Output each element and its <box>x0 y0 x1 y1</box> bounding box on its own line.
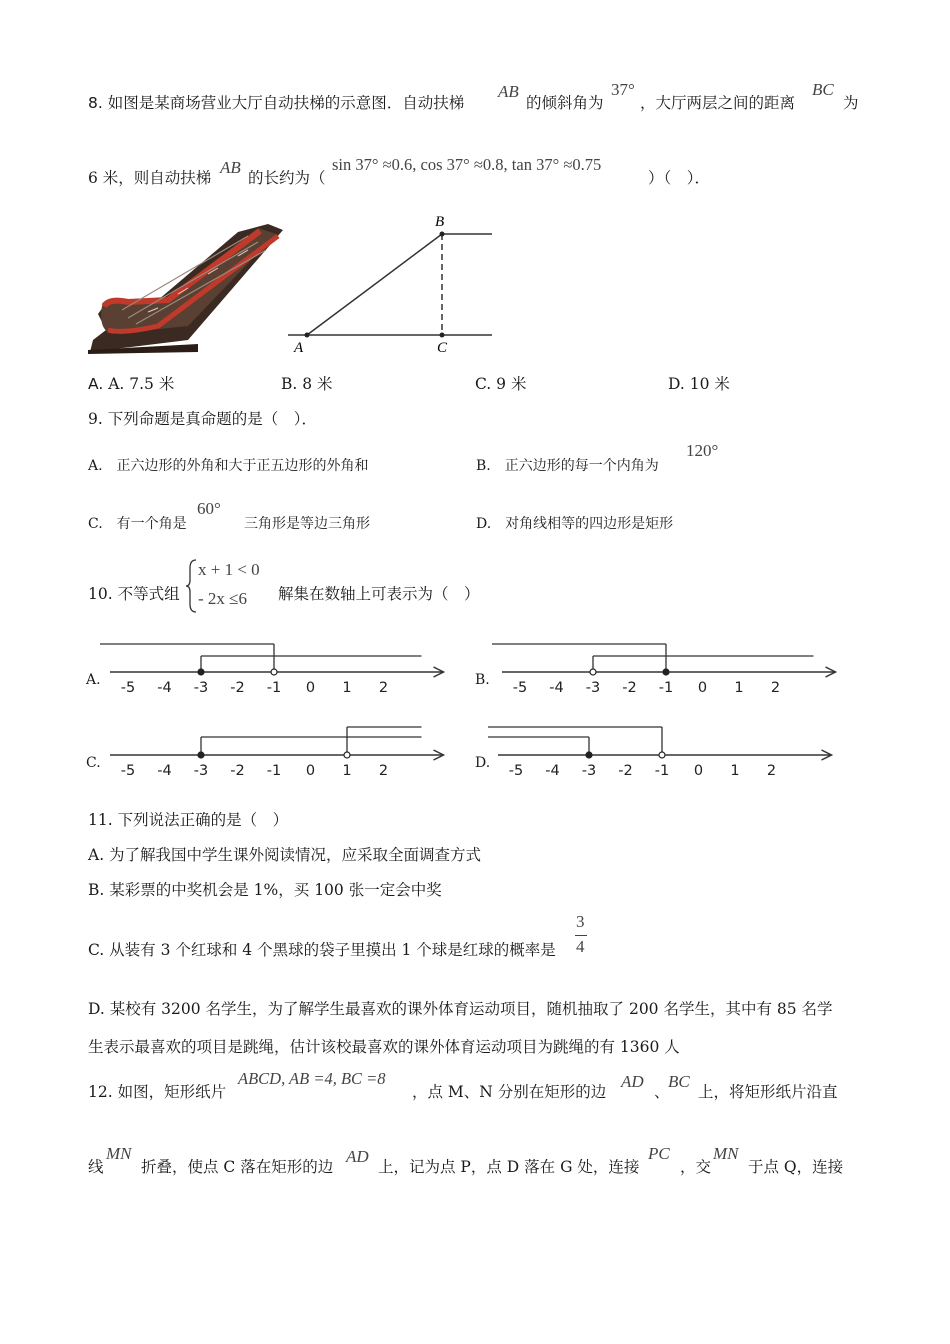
q12-var-pc: PC <box>648 1144 670 1163</box>
tick-label-c-7: 2 <box>378 763 389 779</box>
q8-option-c[interactable]: C. 9 米 <box>475 375 527 393</box>
q12-text-3: 上，将矩形纸片沿直 <box>698 1083 838 1101</box>
tick-label-b-0: -5 <box>512 680 528 696</box>
tick-label-b-7: 2 <box>770 680 781 696</box>
q11-option-c[interactable]: C. 从装有 3 个红球和 4 个黑球的袋子里摸出 1 个球是红球的概率是 <box>88 941 556 959</box>
tick-label-a-7: 2 <box>378 680 389 696</box>
tick-label-d-6: 1 <box>730 763 740 779</box>
q12-text-1: 12. 如图，矩形纸片 <box>88 1083 227 1101</box>
tick-label-c-6: 1 <box>342 763 352 779</box>
q12-text-7: ，交 <box>680 1158 712 1176</box>
q9-option-b[interactable]: B. 正六边形的每一个内角为 <box>476 458 659 474</box>
tick-label-a-0: -5 <box>120 680 136 696</box>
q8-option-a[interactable]: A. A. 7.5 米 <box>88 375 175 393</box>
fraction-numerator: 3 <box>576 912 585 931</box>
tick-label-a-1: -4 <box>157 680 172 696</box>
tick-label-d-1: -4 <box>545 763 560 779</box>
q11-option-d-line1[interactable]: D. 某校有 3200 名学生，为了解学生最喜欢的课外体育运动项目，随机抽取了 200 名学生，其中有 85 名学 <box>88 1000 833 1018</box>
tick-label-d-7: 2 <box>766 763 777 779</box>
q8-var-bc: BC <box>812 80 834 99</box>
q9-stem: 9. 下列命题是真命题的是（ ）． <box>88 410 317 428</box>
tick-label-d-2: -3 <box>581 763 597 779</box>
q11-stem: 11. 下列说法正确的是（ ） <box>88 811 289 829</box>
q12-text-2: ，点 M、N 分别在矩形的边 <box>412 1083 607 1101</box>
endpoint-a-0 <box>198 669 204 675</box>
tick-label-d-0: -5 <box>508 763 524 779</box>
q9-option-c-value: 60° <box>197 499 221 518</box>
tick-label-a-6: 1 <box>342 680 352 696</box>
tick-label-a-5: 0 <box>305 680 316 696</box>
q11-option-a[interactable]: A. 为了解我国中学生课外阅读情况，应采取全面调查方式 <box>88 846 482 864</box>
endpoint-c-1 <box>344 752 350 758</box>
q8-option-d[interactable]: D. 10 米 <box>668 375 730 393</box>
q8-option-b[interactable]: B. 8 米 <box>281 375 333 393</box>
tick-label-a-2: -3 <box>193 680 209 696</box>
tick-label-c-1: -4 <box>157 763 172 779</box>
q10-option-b-label[interactable]: B. <box>475 672 490 688</box>
q8-text-4: 为 <box>843 94 859 112</box>
q8-angle: 37° <box>611 80 635 99</box>
endpoint-d-1 <box>659 752 665 758</box>
q10-stem-a: 10. 不等式组 <box>88 585 180 603</box>
q12-var-ad: AD <box>621 1072 644 1091</box>
endpoint-a-1 <box>271 669 277 675</box>
q12-text-5: 折叠，使点 C 落在矩形的边 <box>141 1158 334 1176</box>
q11-option-d-line2: 生表示最喜欢的项目是跳绳，估计该校最喜欢的课外体育运动项目为跳绳的有 1360 人 <box>88 1038 680 1056</box>
endpoint-d-0 <box>586 752 592 758</box>
q9-option-d[interactable]: D. 对角线相等的四边形是矩形 <box>476 516 674 532</box>
tick-label-b-1: -4 <box>549 680 564 696</box>
q12-text-4: 线 <box>88 1158 104 1176</box>
tick-label-c-2: -3 <box>193 763 209 779</box>
endpoint-c-0 <box>198 752 204 758</box>
q8-var-ab2: AB <box>220 158 241 177</box>
label-b: B <box>435 214 445 230</box>
label-c: C <box>437 340 448 356</box>
tick-label-c-3: -2 <box>230 763 245 779</box>
q11-option-b[interactable]: B. 某彩票的中奖机会是 1%，买 100 张一定会中奖 <box>88 881 442 899</box>
tick-label-b-6: 1 <box>734 680 744 696</box>
fraction-denominator: 4 <box>576 937 585 956</box>
q9-option-c[interactable]: C. 有一个角是 <box>88 516 187 532</box>
q10-option-c-label[interactable]: C. <box>86 755 101 771</box>
q8-trig-formula: sin 37° ≈0.6, cos 37° ≈0.8, tan 37° ≈0.75 <box>332 155 602 174</box>
tick-label-b-2: -3 <box>585 680 601 696</box>
q8-text-5: 6 米，则自动扶梯 <box>88 169 212 187</box>
q12-text-6: 上，记为点 P，点 D 落在 G 处，连接 <box>378 1158 640 1176</box>
endpoint-b-0 <box>590 669 596 675</box>
q8-var-ab: AB <box>498 82 519 101</box>
q10-option-d-label[interactable]: D. <box>475 755 491 771</box>
tick-label-b-5: 0 <box>697 680 708 696</box>
q12-var-mn: MN <box>106 1144 132 1163</box>
q9-option-b-value: 120° <box>686 441 719 460</box>
tick-label-a-3: -2 <box>230 680 245 696</box>
q8-text-1: 8. 如图是某商场营业大厅自动扶梯的示意图．自动扶梯 <box>88 94 465 112</box>
q10-option-a-label[interactable]: A. <box>86 672 101 688</box>
q9-option-a[interactable]: A. 正六边形的外角和大于正五边形的外角和 <box>88 458 369 474</box>
q10-inequality-2: - 2x ≤6 <box>198 589 247 608</box>
q12-var-ad2: AD <box>346 1147 369 1166</box>
q12-var-mn2: MN <box>713 1144 739 1163</box>
tick-label-c-0: -5 <box>120 763 136 779</box>
q10-inequality-1: x + 1 < 0 <box>198 560 260 579</box>
q8-text-2: 的倾斜角为 <box>526 94 604 112</box>
q9-option-c-tail: 三角形是等边三角形 <box>244 516 370 532</box>
label-a: A <box>294 340 304 356</box>
q12-sep: 、 <box>654 1083 670 1101</box>
q10-stem-b: 解集在数轴上可表示为（ ） <box>278 585 480 603</box>
tick-label-d-3: -2 <box>618 763 633 779</box>
tick-label-c-5: 0 <box>305 763 316 779</box>
tick-label-d-4: -1 <box>654 763 670 779</box>
q12-formula: ABCD, AB =4, BC =8 <box>238 1069 386 1088</box>
tick-label-a-4: -1 <box>266 680 282 696</box>
tick-label-b-4: -1 <box>658 680 674 696</box>
q8-text-7: ）（ ）． <box>648 169 711 187</box>
fraction-bar <box>575 935 587 936</box>
q8-text-3: ，大厅两层之间的距离 <box>640 94 796 112</box>
q12-text-8: 于点 Q，连接 <box>748 1158 844 1176</box>
q12-var-bc: BC <box>668 1072 690 1091</box>
tick-label-d-5: 0 <box>693 763 704 779</box>
q8-text-6: 的长约为（ <box>248 169 326 187</box>
tick-label-b-3: -2 <box>622 680 637 696</box>
endpoint-b-1 <box>663 669 669 675</box>
tick-label-c-4: -1 <box>266 763 282 779</box>
